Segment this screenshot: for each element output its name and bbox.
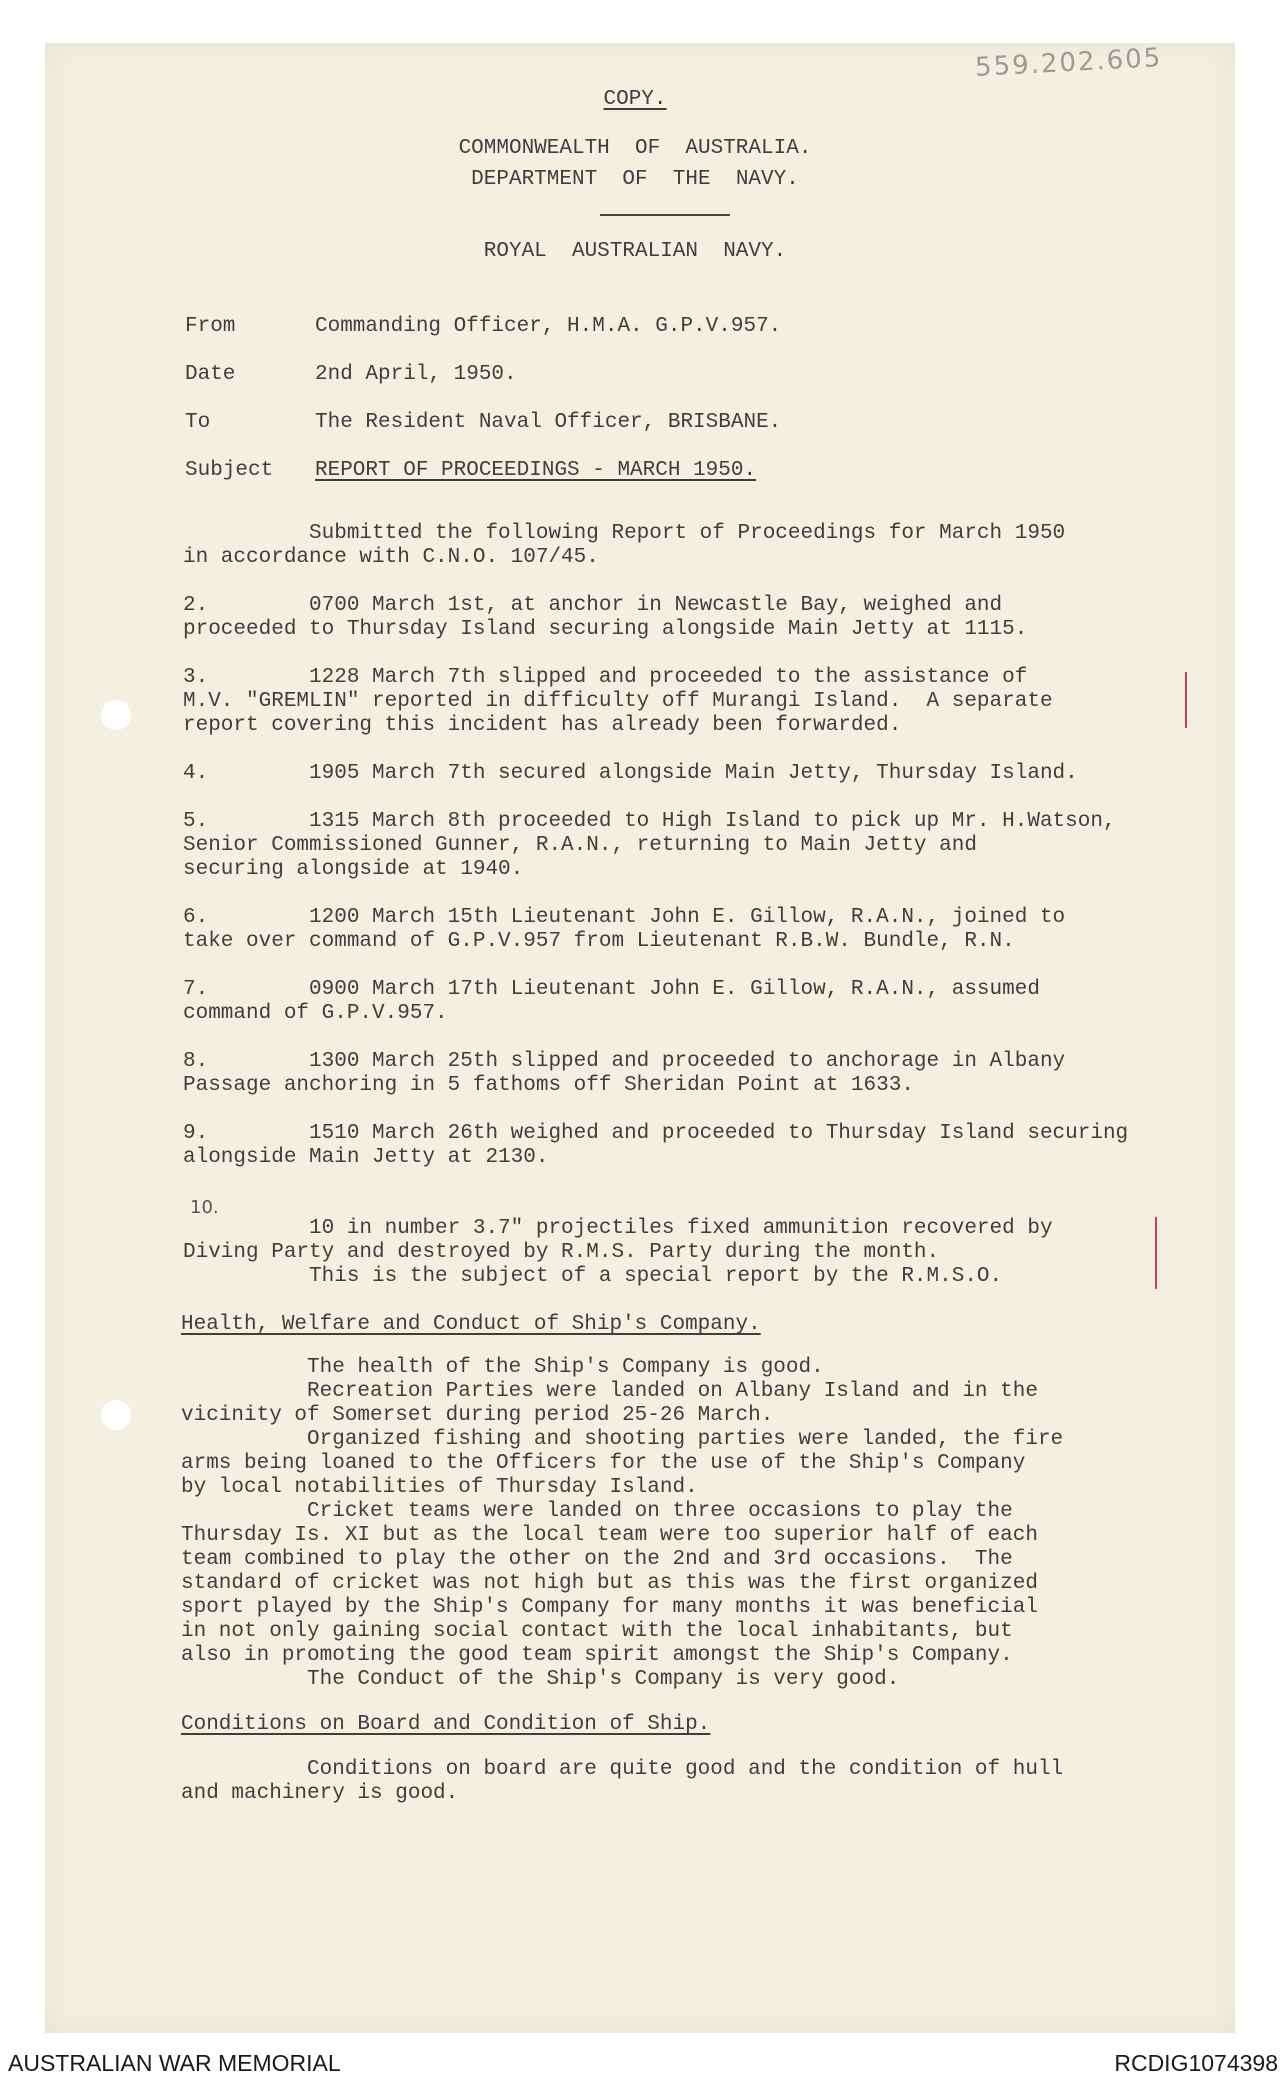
health-body: The health of the Ship's Company is good. Recreation Parties were landed on Albany Island and in the vicinity of Somerset during period 25-26 March. Organized fishing and shooting parties were landed, the fire arms being loaned to the Officers for the use of the Ship's Company by local notabilities of Thursday Island. Cricket teams were landed on three occasions to play the Thursday Is. XI but as the local team were too superior half of each team combined to play the other on the 2nd and 3rd occasions. The standard of cricket was not high but as this was the first organized sport played by the Ship's Company for many months it was beneficial in not only gaining social contact with the local inhabitants, but also in promoting the good team spirit amongst the Ship's Company. The Conduct of the Ship's Company is very good. bbox=[181, 1356, 1064, 1691]
health-heading: Health, Welfare and Conduct of Ship's Company. bbox=[181, 1313, 761, 1336]
conditions-heading: Conditions on Board and Condition of Ship. bbox=[181, 1713, 711, 1736]
subject-value: REPORT OF PROCEEDINGS - MARCH 1950. bbox=[315, 459, 757, 482]
paragraph-3: 3. 1228 March 7th slipped and proceeded to the assistance of M.V. "GREMLIN" reported in difficulty off Murangi Island. A separate report covering this incident has already been forwarded. bbox=[183, 666, 1053, 737]
copy-label: COPY. bbox=[603, 88, 667, 111]
punch-hole-bottom bbox=[101, 1400, 131, 1430]
paragraph-2: 2. 0700 March 1st, at anchor in Newcastle Bay, weighed and proceeded to Thursday Island securing alongside Main Jetty at 1115. bbox=[183, 594, 1028, 641]
footer-reference: RCDIG1074398 bbox=[1114, 2050, 1278, 2076]
margin-mark-1 bbox=[1185, 672, 1187, 728]
subject-label: Subject bbox=[185, 459, 274, 482]
handwritten-reference: 559.202.605 bbox=[974, 43, 1164, 83]
paragraph-7: 7. 0900 March 17th Lieutenant John E. Gillow, R.A.N., assumed command of G.P.V.957. bbox=[183, 978, 1040, 1025]
header-rule bbox=[600, 214, 730, 216]
to-value: The Resident Naval Officer, BRISBANE. bbox=[315, 411, 782, 434]
org-line-1: COMMONWEALTH OF AUSTRALIA. bbox=[458, 137, 812, 160]
paragraph-6: 6. 1200 March 15th Lieutenant John E. Gillow, R.A.N., joined to take over command of G.P.V.957 from Lieutenant R.B.W. Bundle, R.N. bbox=[183, 906, 1066, 953]
from-label: From bbox=[185, 315, 236, 338]
punch-hole-top bbox=[101, 700, 131, 730]
paragraph-10-number: 10. bbox=[190, 1197, 219, 1218]
footer-institution: AUSTRALIAN WAR MEMORIAL bbox=[8, 2050, 341, 2076]
date-label: Date bbox=[185, 363, 236, 386]
from-value: Commanding Officer, H.M.A. G.P.V.957. bbox=[315, 315, 782, 338]
conditions-body: Conditions on board are quite good and the condition of hull and machinery is good. bbox=[181, 1758, 1064, 1805]
paragraph-8: 8. 1300 March 25th slipped and proceeded to anchorage in Albany Passage anchoring in 5 fathoms off Sheridan Point at 1633. bbox=[183, 1050, 1066, 1097]
paragraph-1: Submitted the following Report of Proceedings for March 1950 in accordance with C.N.O. 107/45. bbox=[183, 522, 1066, 569]
paragraph-4: 4. 1905 March 7th secured alongside Main Jetty, Thursday Island. bbox=[183, 762, 1078, 785]
paragraph-5: 5. 1315 March 8th proceeded to High Island to pick up Mr. H.Watson, Senior Commissioned Gunner, R.A.N., returning to Main Jetty and securing alongside at 1940. bbox=[183, 810, 1116, 881]
date-value: 2nd April, 1950. bbox=[315, 363, 517, 386]
service-line: ROYAL AUSTRALIAN NAVY. bbox=[483, 240, 787, 263]
margin-mark-2 bbox=[1155, 1217, 1157, 1289]
org-line-2: DEPARTMENT OF THE NAVY. bbox=[471, 168, 799, 191]
paragraph-10: 10 in number 3.7" projectiles fixed ammunition recovered by Diving Party and destroyed by R.M.S. Party during the month. This is the subject of a special report by the R.M.S.O. bbox=[183, 1217, 1053, 1288]
to-label: To bbox=[185, 411, 211, 434]
paragraph-9: 9. 1510 March 26th weighed and proceeded to Thursday Island securing alongside Main Jetty at 2130. bbox=[183, 1122, 1129, 1169]
